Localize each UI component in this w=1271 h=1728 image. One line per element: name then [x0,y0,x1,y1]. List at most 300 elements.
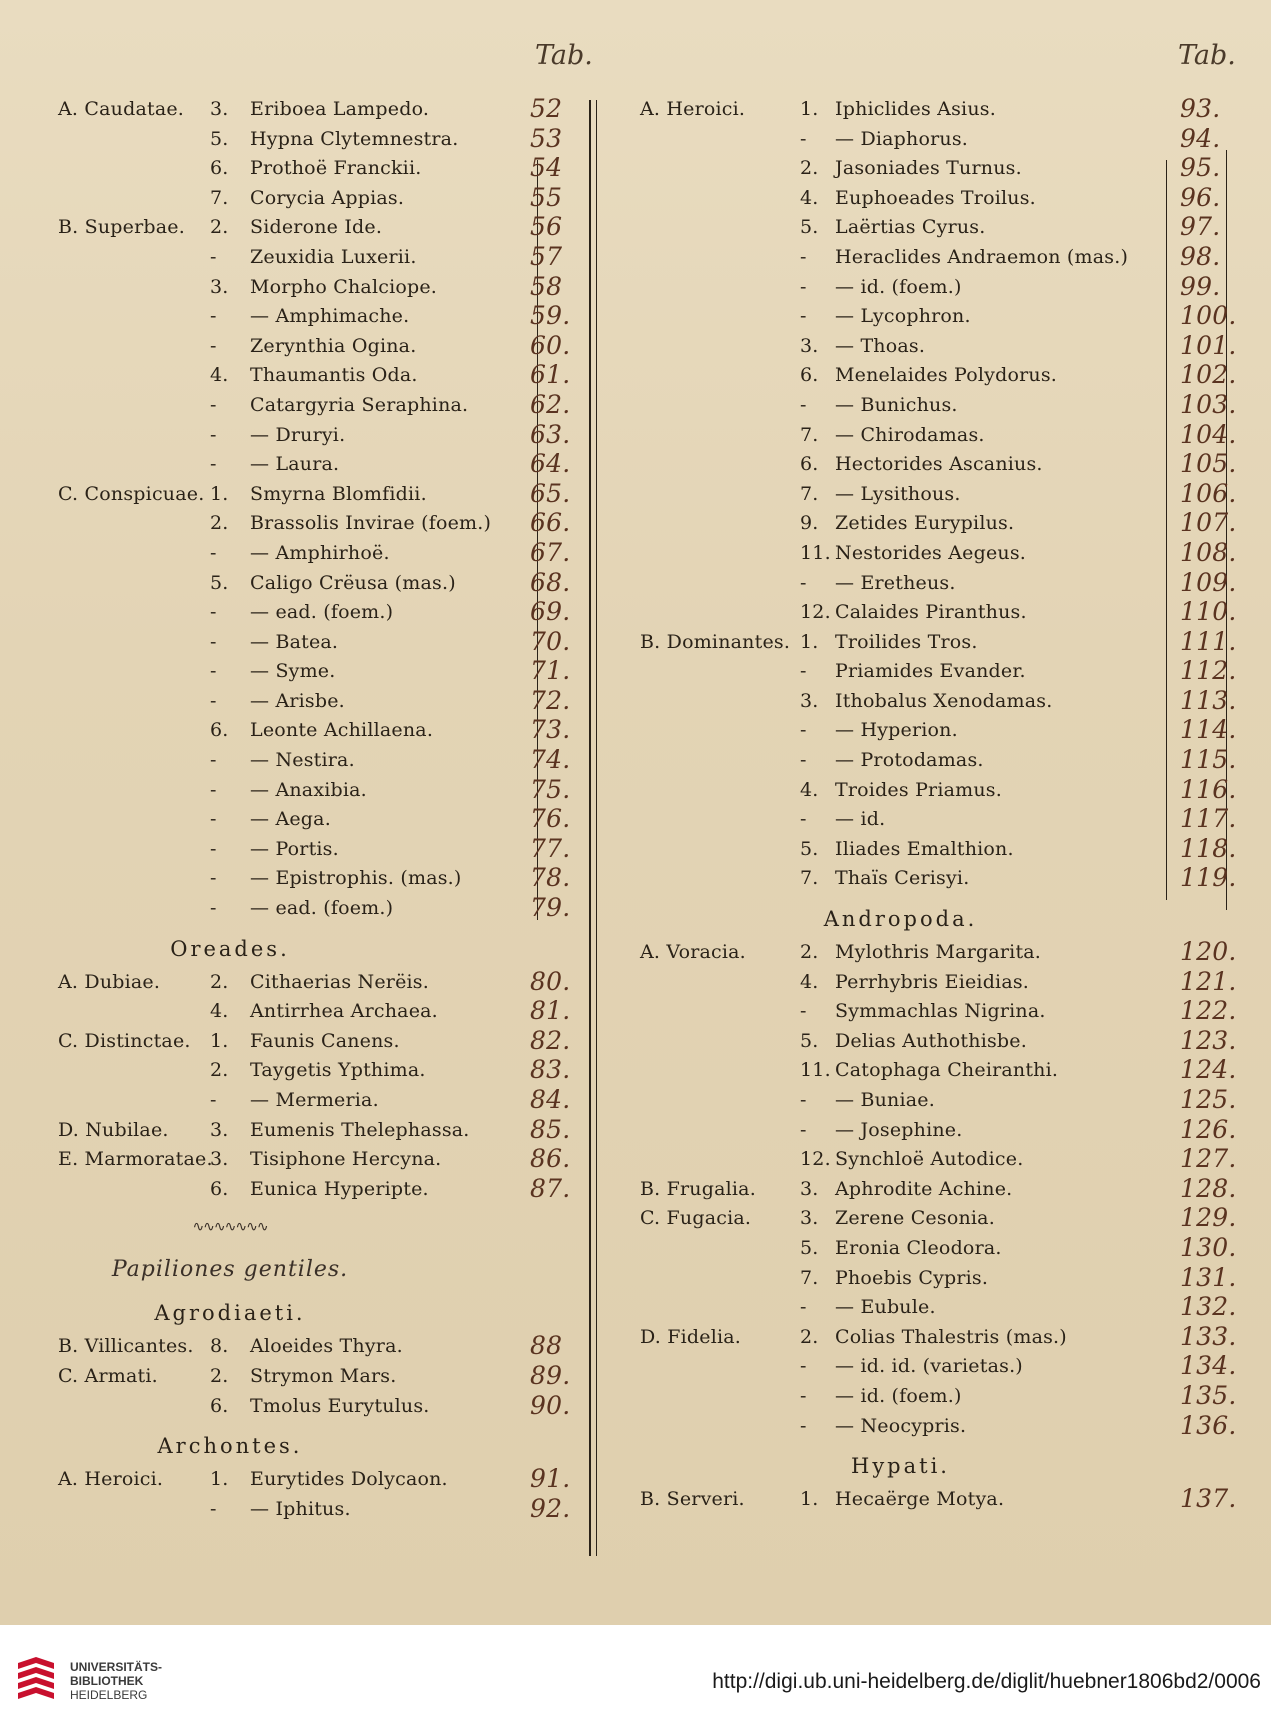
plate-number: 69. [530,597,571,627]
item-number: 1. [210,1029,229,1052]
species-name: — Batea. [250,630,339,653]
plate-number: 84. [530,1085,571,1114]
item-number: 3. [210,98,229,120]
item-number: - [210,749,217,772]
plate-number: 85. [530,1114,571,1144]
item-number: 5. [800,1236,819,1259]
plate-number: 103. [1180,389,1237,419]
species-name: — Chirodamas. [835,423,985,446]
species-name: Antirrhea Archaea. [250,1000,438,1023]
item-number: 6. [800,364,819,387]
item-number: 6. [210,1177,229,1200]
species-name: Caligo Crëusa (mas.) [250,571,456,594]
plate-number: 74. [530,745,571,775]
list-item [0,599,600,629]
item-number: 12. [800,1148,831,1171]
plate-number: 90. [530,1390,571,1420]
plate-number: 81. [530,996,571,1026]
library-name: UNIVERSITÄTS- BIBLIOTHEK HEIDELBERG [70,1660,163,1702]
list-item [0,747,600,777]
group-label: B. Frugalia. [640,1177,756,1200]
item-number: 4. [210,1000,229,1023]
list-item [0,1493,600,1526]
item-number: - [210,689,217,712]
plate-number: 65. [530,478,571,508]
list-item [0,1087,600,1117]
list-item [0,774,600,807]
item-number: 4. [800,970,819,993]
item-number: 2. [210,512,229,535]
species-name: — Anaxibia. [250,778,367,801]
species-name: Perrhybris Eieidias. [835,970,1030,993]
item-number: 2. [800,1325,819,1348]
plate-number: 58 [530,271,563,301]
item-number: 2. [210,216,229,239]
plate-number: 117. [1180,804,1237,834]
species-name: Calaides Piranthus. [835,601,1027,624]
footer-bar [0,1625,1271,1728]
list-item [640,599,1271,629]
list-item [0,389,600,422]
item-number: - [800,719,807,742]
item-number: - [800,749,807,772]
list-item [640,1057,1271,1087]
species-name: — Iphitus. [250,1497,351,1520]
section-archontes: Archontes. [157,1434,303,1459]
plate-number: 111. [1180,626,1237,656]
list-item [640,1205,1271,1235]
plate-number: 63. [530,419,571,449]
species-name: Colias Thalestris (mas.) [835,1325,1067,1348]
item-number: - [210,423,217,446]
list-item [0,626,600,659]
plate-number: 137. [1180,1484,1237,1514]
section-hypati: Hypati. [851,1454,950,1479]
item-number: 2. [800,941,819,964]
plate-number: 122. [1180,996,1237,1026]
item-number: - [800,1414,807,1437]
plate-number: 67. [530,537,571,567]
list-item [0,1173,600,1206]
group-label: A. Dubiae. [58,970,161,993]
plate-number: 56 [530,212,563,242]
list-item [640,774,1271,807]
list-item [640,478,1271,511]
item-number: - [210,245,217,268]
list-item [640,1087,1271,1117]
plate-number: 132. [1180,1292,1237,1322]
list-item [640,1486,1271,1516]
species-name: — Amphimache. [250,305,410,328]
item-number: 3. [800,689,819,712]
species-name: Aloeides Thyra. [250,1335,403,1358]
list-item [640,1146,1271,1176]
plate-number: 123. [1180,1025,1237,1055]
list-item [0,1466,600,1496]
tab-header-right: Tab. [1178,40,1236,71]
list-item [640,241,1271,274]
item-number: - [800,808,807,831]
item-number: - [210,778,217,801]
plate-number: 104. [1180,419,1237,449]
archontes-list [0,1466,600,1525]
item-number: 5. [210,127,229,150]
item-number: - [800,571,807,594]
item-number: 4. [800,186,819,209]
plate-number: 52 [530,94,563,123]
list-item [640,1232,1271,1265]
plate-number: 87. [530,1173,571,1203]
item-number: 2. [210,1059,229,1082]
item-number: - [210,837,217,860]
group-label: B. Serveri. [640,1488,745,1511]
species-name: Troilides Tros. [835,630,978,653]
list-item [0,1360,600,1393]
plate-number: 79. [530,893,571,923]
item-number: 9. [800,512,819,535]
species-name: — Lycophron. [835,305,971,328]
list-item [640,998,1271,1028]
list-item [0,833,600,866]
species-name: Morpho Chalciope. [250,275,438,298]
item-number: 5. [800,216,819,239]
item-number: - [210,630,217,653]
plate-number: 106. [1180,478,1237,508]
list-item [0,1146,600,1176]
item-number: 6. [210,719,229,742]
list-item [640,123,1271,156]
item-number: 3. [210,1148,229,1171]
list-item [640,1114,1271,1147]
species-name: Prothoë Franckii. [250,157,422,180]
species-name: Hecaërge Motya. [835,1488,1005,1511]
plate-number: 114. [1180,715,1237,745]
species-name: — Eretheus. [835,571,956,594]
item-number: - [800,245,807,268]
species-name: Smyrna Blomfidii. [250,482,427,505]
group-label: E. Marmoratae. [58,1148,213,1171]
list-item [640,214,1271,244]
agrodiaeti-list [0,1333,600,1422]
list-item [640,1353,1271,1383]
list-item [640,865,1271,895]
list-item [0,330,600,363]
species-name: Leonte Achillaena. [250,719,434,742]
plate-number: 71. [530,656,571,686]
list-item [0,1333,600,1363]
list-item [640,419,1271,452]
list-item [0,510,600,540]
plate-number: 110. [1180,597,1237,627]
list-item [0,865,600,895]
group-label: B. Dominantes. [640,630,791,653]
species-name: — Laura. [250,453,340,476]
plate-number: 78. [530,863,571,893]
plate-number: 80. [530,966,571,996]
species-name: — id. id. (varietas.) [835,1355,1023,1378]
species-name: Heraclides Andraemon (mas.) [835,245,1129,268]
plate-number: 120. [1180,937,1237,967]
species-name: Cithaerias Nerëis. [250,970,429,993]
list-item [0,271,600,304]
section-agrodiaeti: Agrodiaeti. [154,1301,306,1326]
species-name: — Arisbe. [250,689,345,712]
plate-number: 61. [530,360,571,390]
item-number: - [800,305,807,328]
list-item [640,155,1271,185]
species-name: Priamides Evander. [835,660,1026,683]
list-item [640,451,1271,481]
species-name: Laërtias Cyrus. [835,216,986,239]
plate-number: 116. [1180,774,1237,804]
plate-number: 112. [1180,656,1237,686]
plate-number: 118. [1180,833,1237,863]
species-name: — Buniae. [835,1089,935,1111]
plate-number: 53 [530,123,563,153]
species-name: — Thoas. [835,334,926,357]
list-item [640,362,1271,392]
item-number: 3. [210,275,229,298]
species-name: Brassolis Invirae (foem.) [250,512,492,535]
plate-number: 108. [1180,537,1237,567]
list-item [0,303,600,333]
group-label: A. Caudatae. [58,98,185,120]
list-item [640,510,1271,540]
item-number: - [210,1089,217,1111]
plate-number: 102. [1180,360,1237,390]
plate-number: 62. [530,389,571,419]
plate-number: 97. [1180,212,1221,242]
plate-number: 93. [1180,94,1221,123]
plate-number: 64. [530,449,571,479]
plate-number: 119. [1180,863,1237,893]
plate-number: 55 [530,182,563,212]
item-number: - [800,1118,807,1141]
list-item [0,241,600,274]
list-item [0,182,600,215]
item-number: - [800,660,807,683]
item-number: - [210,1497,217,1520]
right-column [640,96,1271,1516]
species-name: Zerynthia Ogina. [250,334,417,357]
list-item [0,1390,600,1423]
item-number: 3. [800,334,819,357]
group-label: A. Heroici. [640,98,746,120]
species-name: Delias Authothisbe. [835,1029,1027,1052]
hypati-list [640,1486,1271,1516]
item-number: - [210,334,217,357]
species-name: Euphoeades Troilus. [835,186,1036,209]
item-number: - [210,867,217,890]
plate-number: 99. [1180,271,1221,301]
item-number: 7. [210,186,229,209]
plate-number: 59. [530,301,571,331]
species-name: Symmachlas Nigrina. [835,1000,1046,1023]
item-number: 3. [210,1118,229,1141]
item-number: - [800,1296,807,1319]
plate-number: 75. [530,774,571,804]
item-number: 5. [800,1029,819,1052]
list-item [640,330,1271,363]
species-name: Eunica Hyperipte. [250,1177,429,1200]
item-number: 5. [800,837,819,860]
list-item [640,747,1271,777]
list-item [640,537,1271,570]
list-item [0,895,600,925]
item-number: 2. [210,970,229,993]
species-name: Troides Priamus. [835,778,1002,801]
species-name: Menelaides Polydorus. [835,364,1058,387]
list-item [640,939,1271,969]
group-label: D. Nubilae. [58,1118,169,1141]
plate-number: 82. [530,1025,571,1055]
plate-number: 70. [530,626,571,656]
item-number: - [800,1089,807,1111]
species-name: Zetides Eurypilus. [835,512,1015,535]
species-name: Iliades Emalthion. [835,837,1014,860]
list-item [640,1262,1271,1295]
species-name: Catophaga Cheiranthi. [835,1059,1059,1082]
group-label: C. Armati. [58,1364,158,1387]
plate-number: 115. [1180,745,1237,775]
group-label: A. Voracia. [640,941,746,964]
right-list [640,96,1271,895]
item-number: - [800,1000,807,1023]
plate-number: 76. [530,804,571,834]
species-name: — Lysithous. [835,482,961,505]
left-list [0,96,600,925]
list-item [0,123,600,156]
list-item [0,966,600,999]
list-item [640,806,1271,836]
list-item [0,998,600,1028]
list-item [640,567,1271,600]
species-name: — Syme. [250,660,336,683]
species-name: — ead. (foem.) [250,601,394,624]
item-number: 12. [800,601,831,624]
list-item [640,1321,1271,1354]
group-label: B. Villicantes. [58,1335,194,1358]
list-item [640,96,1271,126]
plate-number: 130. [1180,1232,1237,1262]
species-name: Hectorides Ascanius. [835,453,1043,476]
group-label: C. Fugacia. [640,1207,752,1230]
list-item [0,567,600,600]
item-number: 4. [210,364,229,387]
item-number: - [210,660,217,683]
list-item [0,155,600,185]
species-name: — ead. (foem.) [250,897,394,920]
group-label: A. Heroici. [58,1468,164,1491]
species-name: — id. (foem.) [835,275,962,298]
species-name: Iphiclides Asius. [835,98,996,120]
species-name: Nestorides Aegeus. [835,541,1027,564]
species-name: — Bunichus. [835,393,958,416]
plate-number: 121. [1180,966,1237,996]
plate-number: 113. [1180,685,1237,715]
list-item [640,389,1271,422]
item-number: 1. [210,1468,229,1491]
species-name: Ithobalus Xenodamas. [835,689,1053,712]
list-item [640,1410,1271,1443]
group-label: D. Fidelia. [640,1325,742,1348]
plate-number: 125. [1180,1085,1237,1114]
item-number: 6. [800,453,819,476]
item-number: 5. [210,571,229,594]
item-number: 7. [800,423,819,446]
species-name: Zerene Cesonia. [835,1207,995,1230]
item-number: - [800,1384,807,1407]
plate-number: 72. [530,685,571,715]
species-name: — Hyperion. [835,719,958,742]
plate-number: 60. [530,330,571,360]
item-number: - [210,808,217,831]
list-item [640,271,1271,304]
species-name: Strymon Mars. [250,1364,397,1387]
left-column [0,96,600,1525]
species-name: Mylothris Margarita. [835,941,1042,964]
species-name: Faunis Canens. [250,1029,400,1052]
source-url-link[interactable]: http://digi.ub.uni-heidelberg.de/diglit/huebner1806bd2/0006 [712,1670,1261,1693]
item-number: 3. [800,1207,819,1230]
plate-number: 86. [530,1144,571,1174]
plate-number: 57 [530,241,563,271]
oreades-list [0,966,600,1206]
species-name: — id. [835,808,886,831]
plate-number: 101. [1180,330,1237,360]
species-name: Hypna Clytemnestra. [250,127,459,150]
plate-number: 92. [530,1493,571,1523]
list-item [0,451,600,481]
plate-number: 88 [530,1331,563,1361]
list-item [640,1025,1271,1058]
list-item [0,1025,600,1058]
item-number: - [800,275,807,298]
andropoda-list [640,939,1271,1442]
item-number: 11. [800,541,831,564]
species-name: Tmolus Eurytulus. [250,1394,430,1417]
species-name: — Nestira. [250,749,355,772]
plate-number: 127. [1180,1144,1237,1174]
plate-number: 107. [1180,508,1237,538]
item-number: 6. [210,157,229,180]
item-number: - [800,1355,807,1378]
item-number: 1. [210,482,229,505]
tab-header-left: Tab. [535,40,593,71]
species-name: — Neocypris. [835,1414,967,1437]
species-name: Zeuxidia Luxerii. [250,245,417,268]
item-number: 1. [800,630,819,653]
species-name: Catargyria Seraphina. [250,393,469,416]
species-name: — Epistrophis. (mas.) [250,867,462,890]
plate-number: 68. [530,567,571,597]
plate-number: 105. [1180,449,1237,479]
plate-number: 91. [530,1464,571,1494]
plate-number: 135. [1180,1380,1237,1410]
list-item [0,685,600,718]
item-number: 6. [210,1394,229,1417]
plate-number: 131. [1180,1262,1237,1292]
list-item [640,626,1271,659]
species-name: — Protodamas. [835,749,984,772]
plate-number: 136. [1180,1410,1237,1440]
item-number: - [210,897,217,920]
item-number: 3. [800,1177,819,1200]
list-item [0,478,600,511]
list-item [640,685,1271,718]
item-number: 7. [800,1266,819,1289]
ornament-divider: ∿∿∿∿∿∿∿ [192,1219,268,1236]
